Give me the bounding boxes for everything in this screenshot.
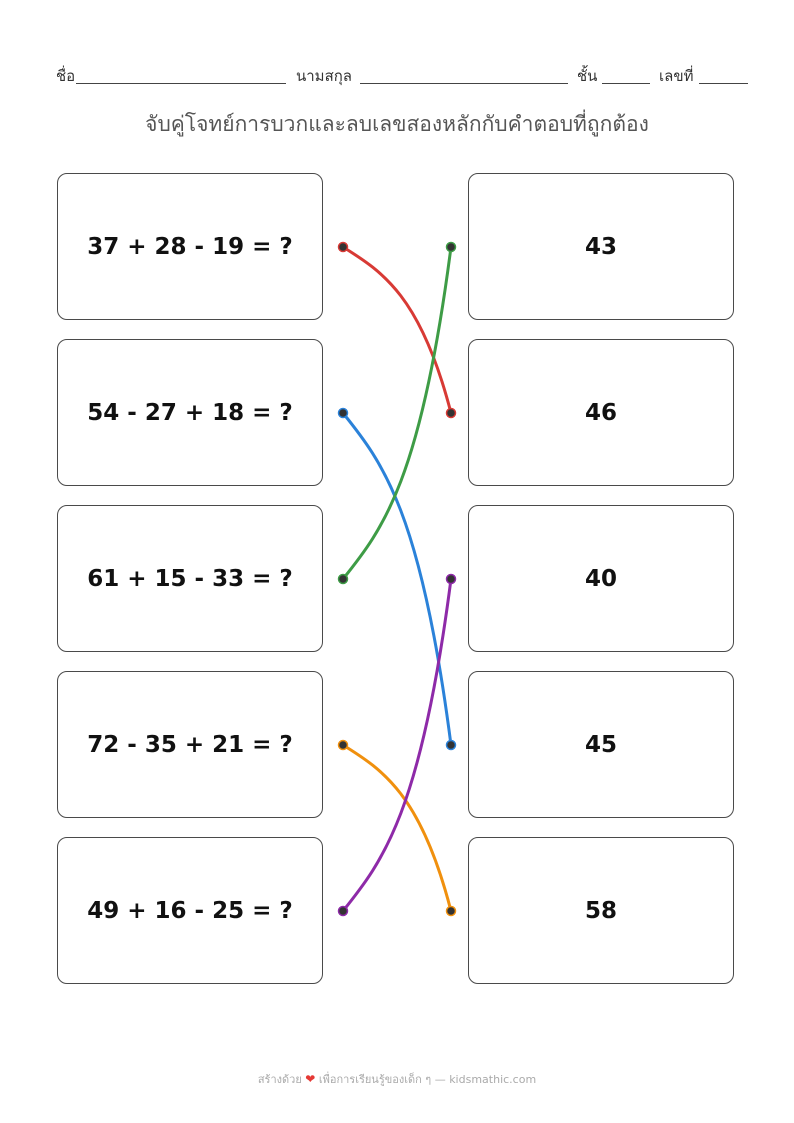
footer xyxy=(0,1070,794,1088)
question-connector-dot-2[interactable] xyxy=(339,409,348,418)
match-line-1 xyxy=(343,247,451,413)
question-text: 37 + 28 - 19 = ? xyxy=(87,233,293,260)
answer-text: 43 xyxy=(584,233,617,260)
answer-text: 46 xyxy=(584,399,617,426)
answer-connector-dot-2[interactable] xyxy=(447,409,456,418)
answer-connector-dot-3[interactable] xyxy=(447,575,456,584)
answer-connector-dot-5[interactable] xyxy=(447,907,456,916)
footer-credit: เพื่อการเรียนรู้ของเด็ก ๆ — kidsmathic.com xyxy=(318,1073,537,1086)
number-label: เลขที่ xyxy=(659,67,694,85)
question-connector-dot-4[interactable] xyxy=(339,741,348,750)
name-label: ชื่อ xyxy=(56,67,76,85)
answer-text: 40 xyxy=(584,565,617,592)
question-text: 54 - 27 + 18 = ? xyxy=(87,399,293,426)
footer-made-with: สร้างด้วย xyxy=(257,1073,302,1086)
surname-label: นามสกุล xyxy=(296,67,352,85)
question-connector-dot-5[interactable] xyxy=(339,907,348,916)
question-connector-dot-3[interactable] xyxy=(339,575,348,584)
heart-icon: ❤ xyxy=(305,1072,316,1086)
worksheet-title: จับคู่โจทย์การบวกและลบเลขสองหลักกับคำตอบที่ถูกต้อง xyxy=(145,112,649,136)
question-text: 72 - 35 + 21 = ? xyxy=(87,731,293,758)
class-label: ชั้น xyxy=(577,67,598,85)
answer-connector-dot-1[interactable] xyxy=(447,243,456,252)
match-line-2 xyxy=(343,413,451,745)
match-line-3 xyxy=(343,247,451,579)
question-text: 49 + 16 - 25 = ? xyxy=(87,897,293,924)
answer-text: 58 xyxy=(584,897,617,924)
match-line-4 xyxy=(343,745,451,911)
answer-text: 45 xyxy=(584,731,617,758)
question-text: 61 + 15 - 33 = ? xyxy=(87,565,293,592)
answer-connector-dot-4[interactable] xyxy=(447,741,456,750)
question-connector-dot-1[interactable] xyxy=(339,243,348,252)
